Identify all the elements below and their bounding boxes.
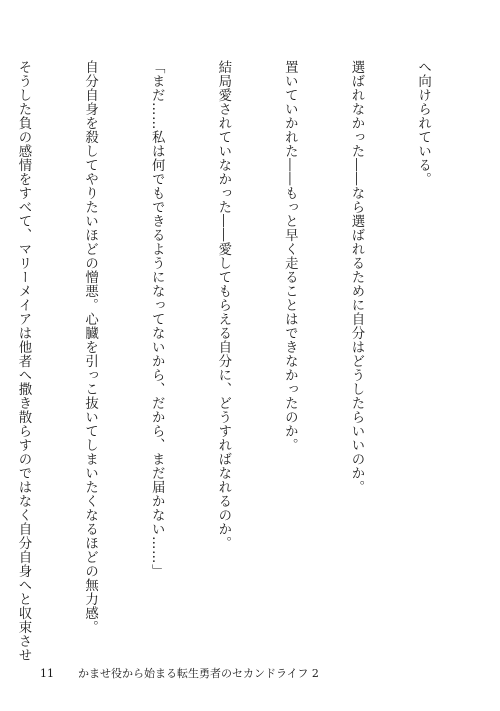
text-line: 置いていかれた――もっと早く走ることはできなかったのか。	[282, 60, 298, 452]
text-line: 選ばれなかった――なら選ばれるために自分はどうしたらいいのか。	[348, 60, 364, 494]
body-text	[0, 60, 478, 662]
text-line: 「まだ……私は何でもできるようになってないから、だから、まだ届かない……」	[149, 60, 165, 578]
text-line: そうした負の感情をすべて、マリーメイアは他者へ撒き散らすのではなく自分自身へと収束させ	[15, 60, 31, 662]
page-footer	[40, 665, 319, 681]
text-line: 自分自身を殺してやりたいほどの憎悪。心臓を引っこ抜いてしまいたくなるほどの無力感。	[82, 60, 98, 634]
book-title: かませ役から始まる転生勇者のセカンドライフ 2	[78, 667, 319, 680]
page-number: 11	[40, 667, 54, 680]
text-line: 結局愛されていなかった――愛してもらえる自分に、どうすればなれるのか。	[215, 60, 231, 550]
text-line: へ向けられている。	[415, 60, 431, 186]
